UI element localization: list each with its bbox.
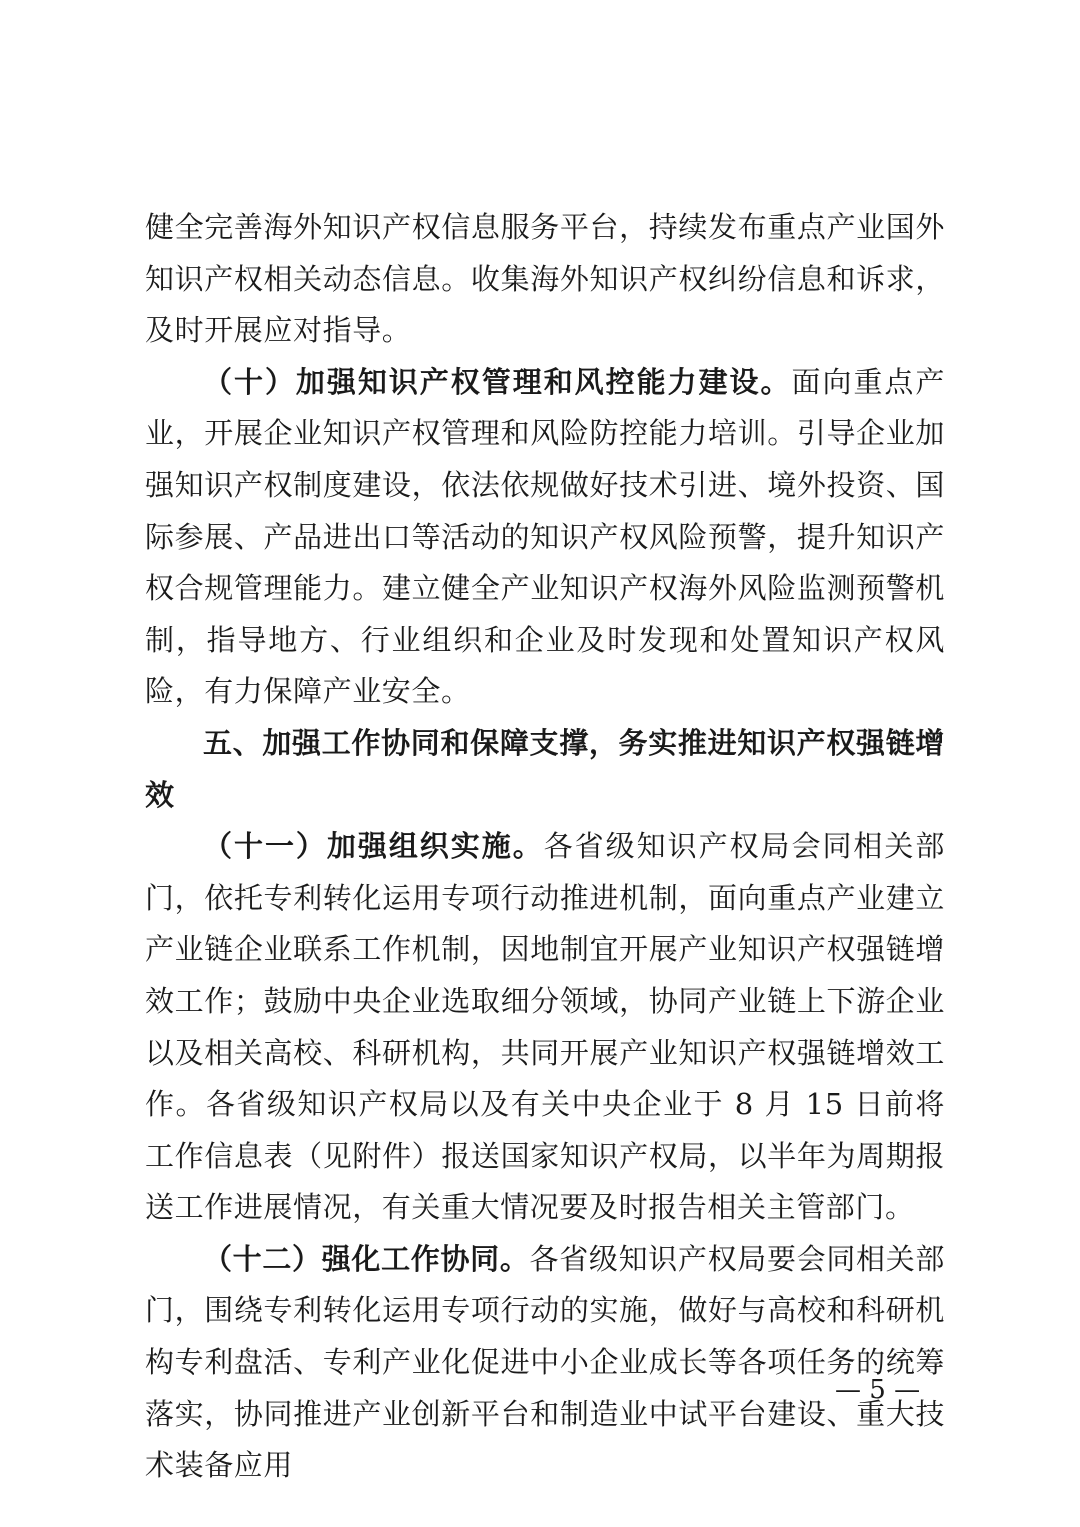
item-heading: （十）加强知识产权管理和风控能力建设。	[203, 364, 792, 399]
paragraph-text: 面向重点产业，开展企业知识产权管理和风险防控能力培训。引导企业加强知识产权制度建设，依法依规做好技术引进、境外投资、国际参展、产品进出口等活动的知识产权风险预警，提升知识产权合规管理能力。建立健全产业知识产权海外风险监测预警机制，指导地方、行业组织和企业及时发现和处置知识产权风险，有力保障产业安全。	[145, 364, 945, 709]
document-body	[145, 202, 945, 1492]
paragraph-text: 健全完善海外知识产权信息服务平台，持续发布重点产业国外知识产权相关动态信息。收集海外知识产权纠纷信息和诉求，及时开展应对指导。	[145, 210, 945, 348]
page-number: — 5 —	[835, 1375, 921, 1405]
paragraph-text: 各省级知识产权局会同相关部门，依托专利转化运用专项行动推进机制，面向重点产业建立产业链企业联系工作机制，因地制宜开展产业知识产权强链增效工作；鼓励中央企业选取细分领域，协同产业链上下游企业以及相关高校、科研机构，共同开展产业知识产权强链增效工作。各省级知识产权局以及有关中央企业于 8 月 15 日前将工作信息表（见附件）报送国家知识产权局，以半年为周期报送工作进展情况，有关重大情况要及时报告相关主管部门。	[145, 829, 945, 1225]
paragraph-item-12	[145, 1234, 945, 1492]
section-heading: 五、加强工作协同和保障支撑，务实推进知识产权强链增效	[145, 725, 945, 812]
paragraph-item-11	[145, 821, 945, 1234]
item-heading: （十一）加强组织实施。	[203, 829, 544, 864]
paragraph-item-10	[145, 357, 945, 718]
paragraph-continuation	[145, 202, 945, 357]
paragraph-text: 各省级知识产权局要会同相关部门，围绕专利转化运用专项行动的实施，做好与高校和科研机构专利盘活、专利产业化促进中小企业成长等各项任务的统筹落实，协同推进产业创新平台和制造业中试平台建设、重大技术装备应用	[145, 1241, 945, 1483]
item-heading: （十二）强化工作协同。	[203, 1241, 530, 1276]
